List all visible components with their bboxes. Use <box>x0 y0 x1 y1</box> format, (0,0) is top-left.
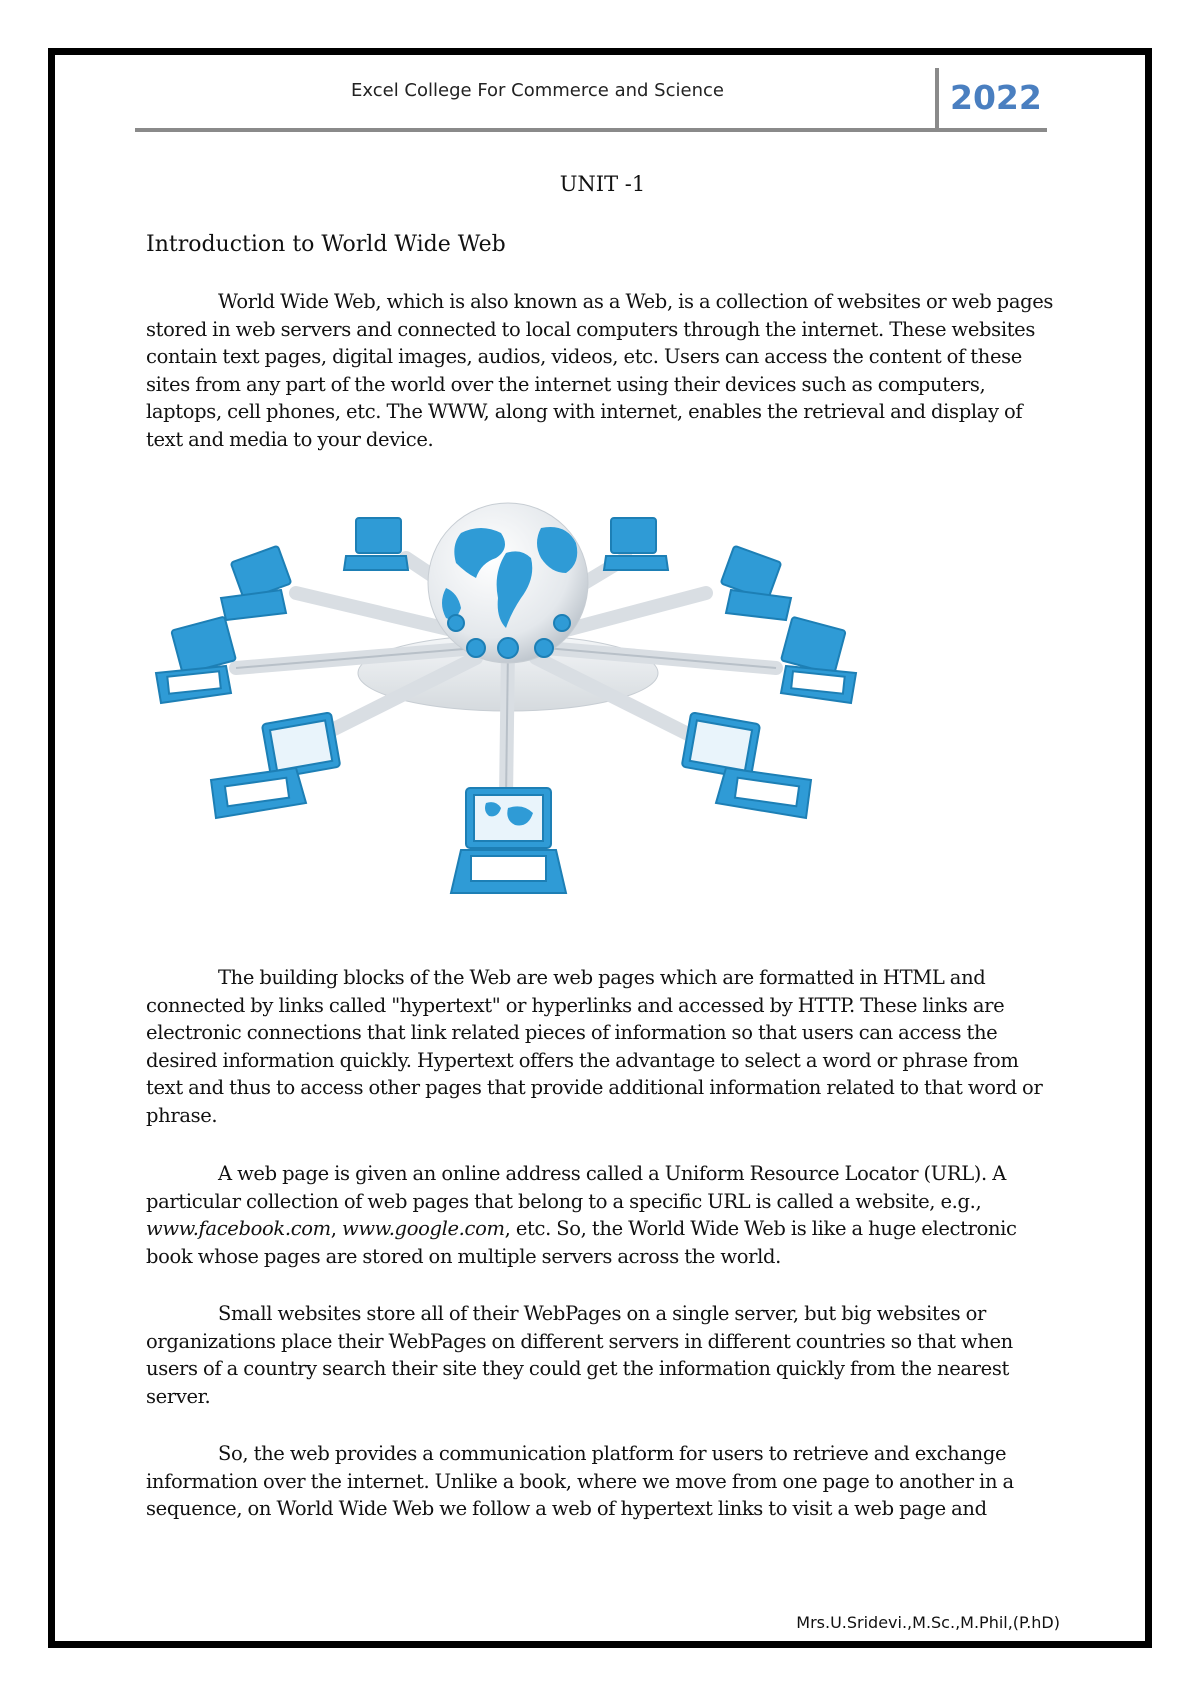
paragraph-communication <box>146 1440 1054 1523</box>
paragraph-communication-text: So, the web provides a communication platform for users to retrieve and exchange information over the internet. Unlike a book, where we move from one page to another in a sequence, on World Wide Web we follow a web of hypertext links to visit a web page and <box>146 1442 1014 1520</box>
paragraph-building-blocks <box>146 964 1054 1129</box>
unit-title: UNIT -1 <box>559 172 646 196</box>
paragraph-url <box>146 1160 1054 1270</box>
google-link[interactable]: www.google.com <box>342 1217 505 1240</box>
header-year: 2022 <box>950 78 1042 117</box>
paragraph-intro-text: World Wide Web, which is also known as a Web, is a collection of websites or web pages stored in web servers and connected to local computers through the internet. These websites contain text pages, digital images, audios, videos, etc. Users can access the content of these sites from any part of the world over the internet using their devices such as computers, laptops, cell phones, etc. The WWW, along with internet, enables the retrieval and display of text and media to your device. <box>146 290 1054 451</box>
header-divider <box>135 128 1047 132</box>
header-college-name: Excel College For Commerce and Science <box>351 80 724 101</box>
paragraph-servers-text: Small websites store all of their WebPages on a single server, but big websites or organizations place their WebPages on different servers in different countries so that when users of a country search their site they could get the information quickly from the nearest server. <box>146 1302 1013 1408</box>
paragraph-url-separator: , <box>330 1217 342 1240</box>
footer-author: Mrs.U.Sridevi.,M.Sc.,M.Phil,(P.hD) <box>796 1613 1060 1632</box>
paragraph-servers <box>146 1300 1054 1410</box>
section-heading: Introduction to World Wide Web <box>146 232 506 257</box>
header-vertical-divider <box>935 68 939 130</box>
paragraph-url-text-end: , etc. So, the World Wide Web is like a huge electronic book whose pages are stored on multiple servers across the world. <box>146 1217 1017 1268</box>
paragraph-building-blocks-text: The building blocks of the Web are web pages which are formatted in HTML and connected by links called "hypertext" or hyperlinks and accessed by HTTP. These links are electronic connections that link related pieces of information so that users can access the desired information quickly. Hypertext offers the advantage to select a word or phrase from text and thus to access other pages that provide additional information related to that word or phrase. <box>146 966 1043 1127</box>
facebook-link[interactable]: www.facebook.com <box>146 1217 331 1240</box>
paragraph-intro <box>146 288 1054 453</box>
world-wide-web-network-illustration <box>146 498 878 914</box>
paragraph-url-text-start: A web page is given an online address called a Uniform Resource Locator (URL). A particular collection of web pages that belong to a specific URL is called a website, e.g., <box>146 1162 1006 1213</box>
